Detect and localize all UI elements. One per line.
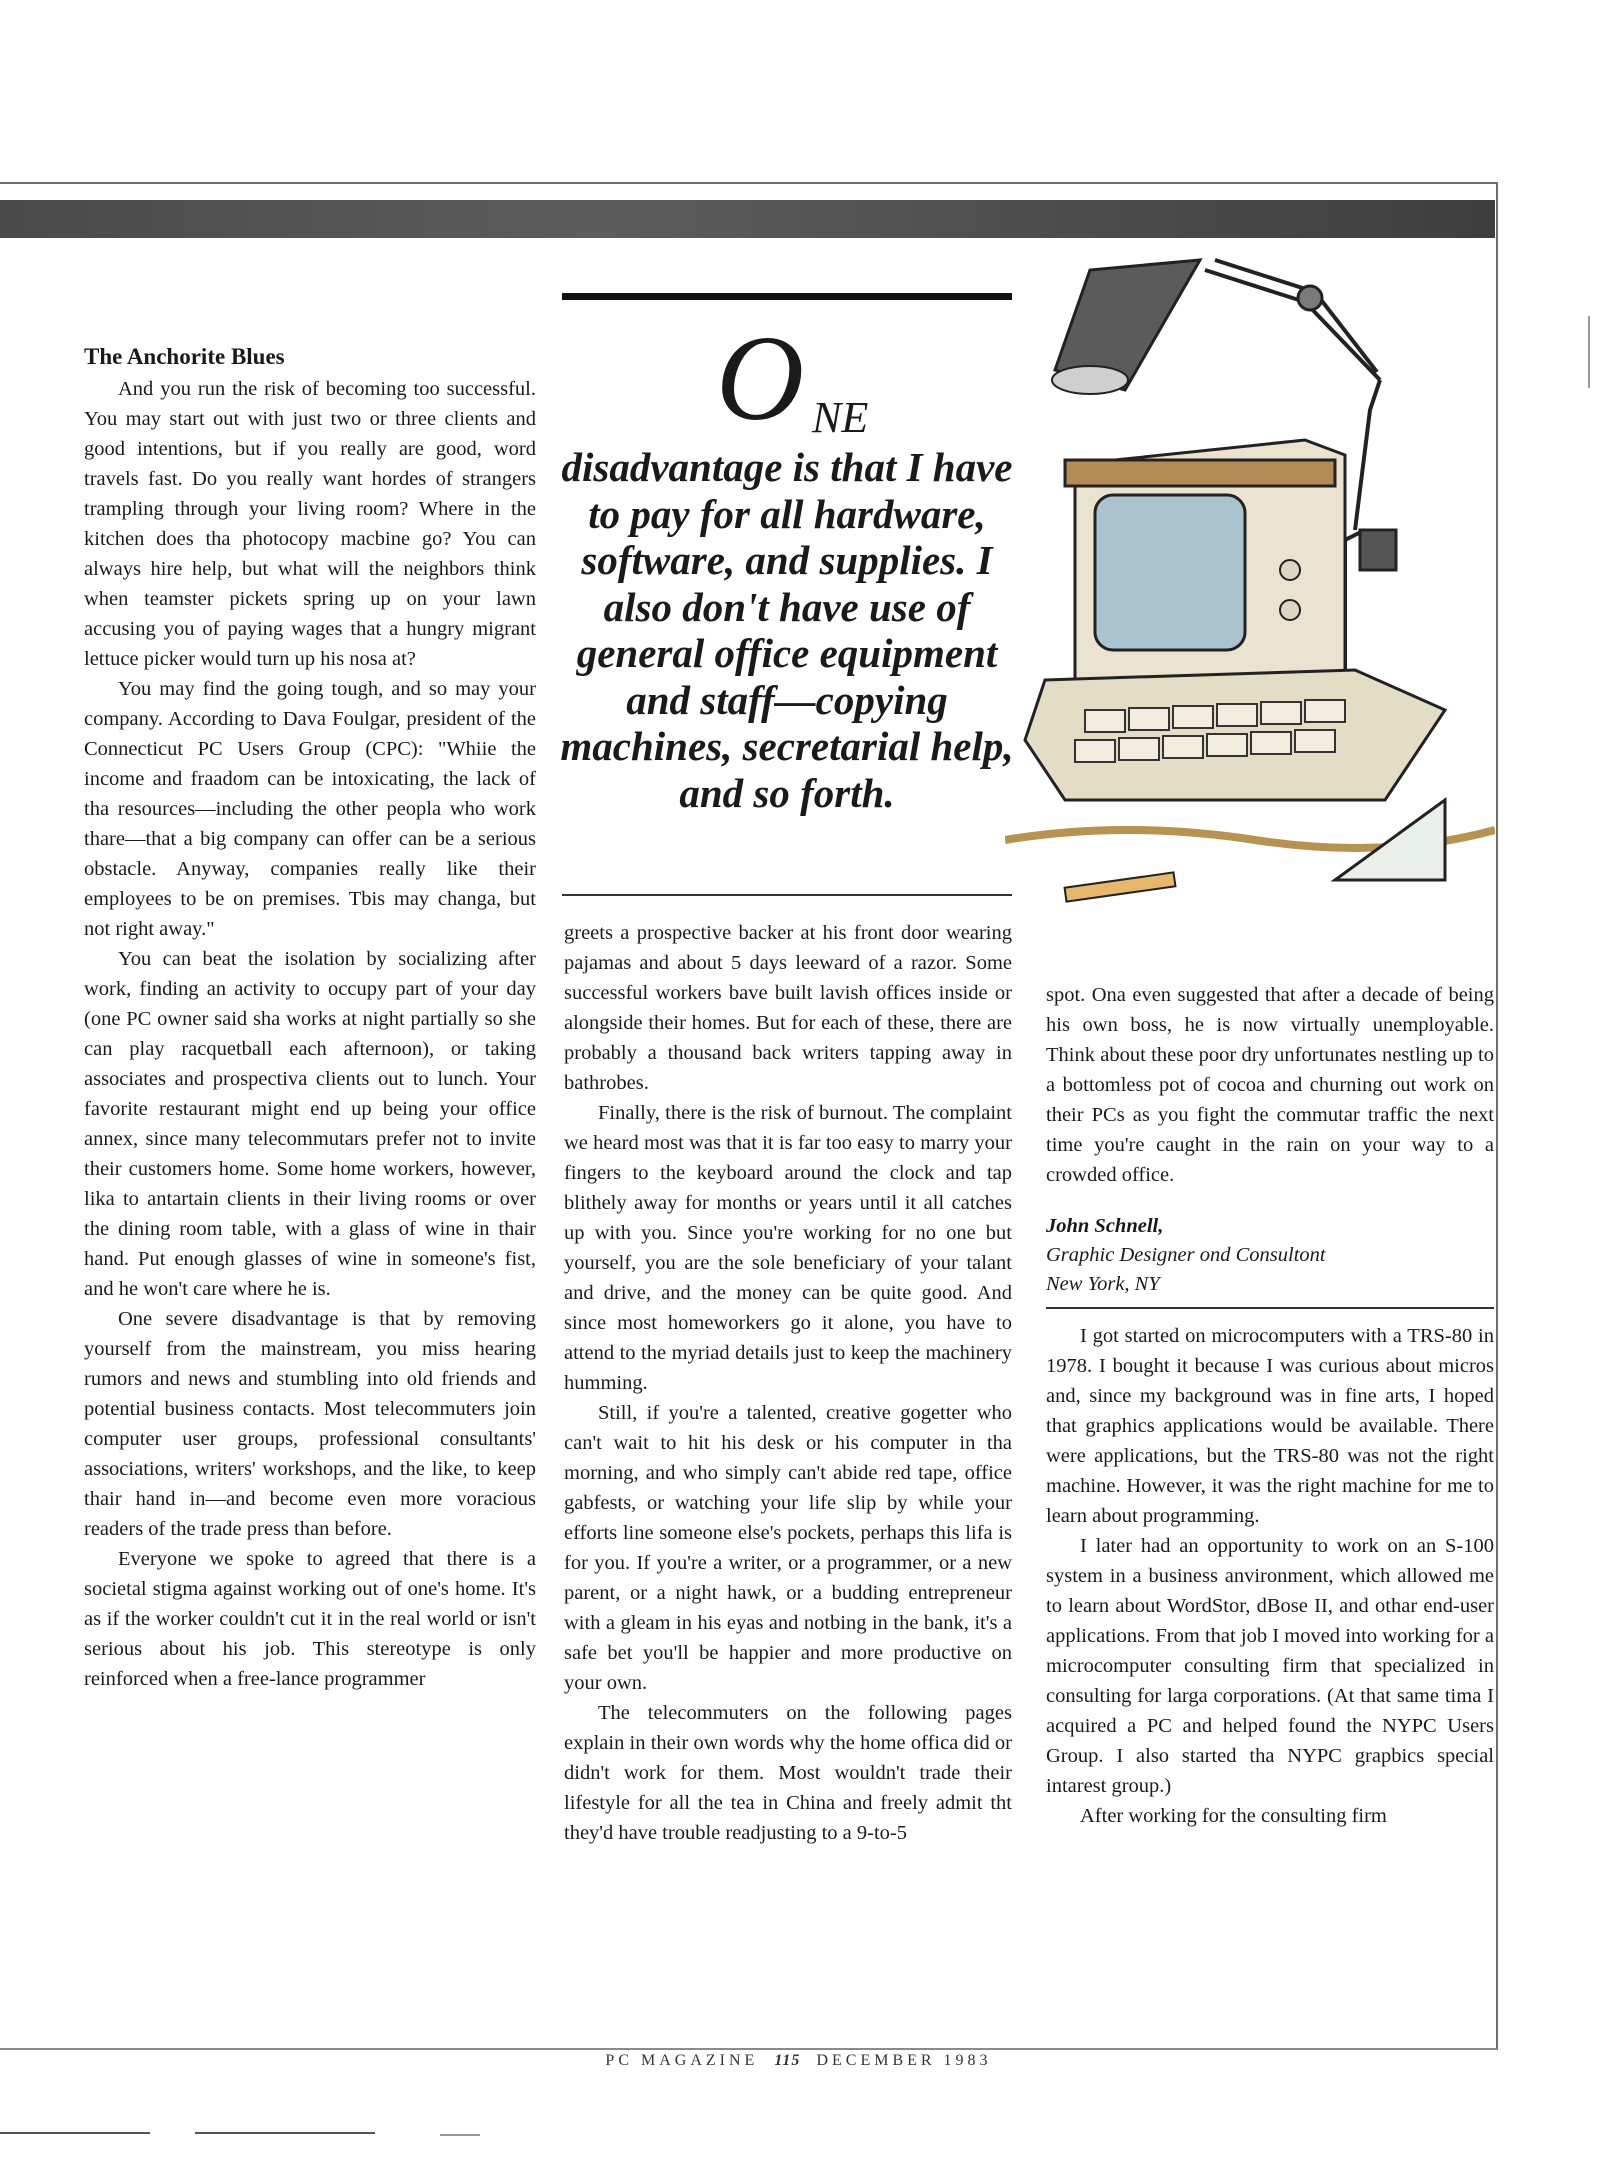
paragraph: Finally, there is the risk of burnout. The complaint we heard most was that it is far too easy to marry your fingers to the keyboard around the clock and tap blithely away for months or years until it all catches up with you. Since you're working for no one but yourself, you are the sole beneficiary of your talant and drive, and the money can be quite good. And since most homeworkers go it alone, you have to attend to the myriad details just to keep the machinery humming.: [564, 1102, 1012, 1394]
author-title: Graphic Designer ond Consultont: [1046, 1244, 1326, 1266]
article-column-2: [564, 918, 1012, 1848]
frame-bottom-rule: [0, 2048, 1497, 2050]
paragraph: After working for the consulting firm: [1080, 1805, 1387, 1827]
scan-mark: [440, 2134, 480, 2136]
paragraph: I later had an opportunity to work on an S-100 system in a business anvironment, which allowed me to learn about WordStor, dBose II, and othar end-user applications. From that job I moved into working for a microcomputer consulting firm that specialized in consulting for larga corporations. (At that same tima I acquired a PC and helped found the NYPC Users Group. I also started tha NYPC grapbics special intarest group.): [1046, 1535, 1494, 1797]
paragraph: One severe disadvantage is that by removing yourself from the mainstream, you miss hearing rumors and news and stumbling into old friends and potential business contacts. Most telecommuters join computer user groups, professional consultants' associations, writers' workshops, and the like, to keep thair hand in—and become even more voracious readers of the trade press than before.: [84, 1308, 536, 1540]
author-signature: [1046, 1212, 1494, 1299]
section-heading: The Anchorite Blues: [84, 344, 285, 369]
article-column-3: [1046, 980, 1494, 1831]
paragraph: greets a prospective backer at his front door wearing pajamas and about 5 days leeward of a razor. Some successful workers bave built lavish offices inside or alongside their homes. But for each of these, there are probably a thousand back writers tapping away in bathrobes.: [564, 922, 1012, 1094]
frame-right-rule: [1496, 182, 1498, 2050]
scan-mark: [0, 2132, 150, 2134]
scan-mark: [195, 2132, 375, 2134]
author-city: New York, NY: [1046, 1273, 1160, 1295]
paragraph: Still, if you're a talented, creative gogetter who can't wait to hit his desk or his computer in tha morning, and who simply can't abide red tape, office gabfests, or watching your life slip by while your efforts line someone else's pockets, perhaps this lifa is for you. If you're a writer, or a programmer, or a new parent, or a night hawk, or a budding entrepreneur with a gleam in his eyas and notbing in the bank, it's a safe bet you'll be happier and more productive on your own.: [564, 1402, 1012, 1694]
signature-rule: [1046, 1307, 1494, 1309]
article-column-1: [84, 340, 536, 1694]
pullquote-text: disadvantage is that I have to pay for all hardware, software, and supplies. I also don't have use of general office equipment and staff—copying machines, secretarial help, and so forth.: [560, 444, 1014, 816]
pullquote-dropcap: O: [716, 311, 805, 446]
paragraph: The telecommuters on the following pages explain in their own words why the home offica did or didn't work for them. Most wouldn't trade their lifestyle for all the tea in China and freely admit tht they'd have trouble readjusting to a 9-to-5: [564, 1702, 1012, 1844]
footer-date: DECEMBER 1983: [816, 2052, 992, 2069]
paragraph: spot. Ona even suggested that after a decade of being his own boss, he is now virtually unemployable. Think about these poor dry unfortunates nestling up to a bottomless pot of cocoa and churning out work on their PCs as you fight the commutar traffic the next time you're caught in the rain on your way to a crowded office.: [1046, 984, 1494, 1186]
frame-top-rule: [0, 182, 1497, 184]
paragraph: You may find the going tough, and so may your company. According to Dava Foulgar, president of the Connecticut PC Users Group (CPC): "Whiie the income and fraadom can be intoxicating, the lack of tha resources—including the other peopla who work thare—that a big company can offer can be a serious obstacle. Anyway, companies really like their employees to be on premises. Tbis may changa, but not right away.": [84, 678, 536, 940]
footer-page-number: 115: [774, 2052, 801, 2069]
computer-lamp-illustration: [1005, 240, 1495, 930]
footer-magazine: PC MAGAZINE: [605, 2052, 759, 2069]
paragraph: You can beat the isolation by socializing after work, finding an activity to occupy part of your day (one PC owner said sha works at night partially so she can play racquetball each afternoon), or taking associates and prospectiva clients out to lunch. Your favorite restaurant might end up being your office annex, since many telecommutars prefer not to invite their customers home. Some home workers, however, lika to antartain clients in their living rooms or over the dining room table, with a glass of wine in thair hand. Put enough glasses of wine in someone's fist, and he won't care where he is.: [84, 948, 536, 1300]
pullquote-bottom-rule: [562, 894, 1012, 896]
paragraph: I got started on microcomputers with a TRS-80 in 1978. I bought it because I was curious about micros and, since my background was in fine arts, I hoped that graphics applications would be available. There were applications, but the TRS-80 was not the right machine. However, it was the right machine for me to learn about programming.: [1046, 1325, 1494, 1527]
paragraph: Everyone we spoke to agreed that there is a societal stigma against working out of one's home. It's as if the worker couldn't cut it in the real world or isn't serious about his job. This stereotype is only reinforced when a free-lance programmer: [84, 1548, 536, 1690]
author-name: John Schnell,: [1046, 1215, 1164, 1237]
header-band: [0, 200, 1495, 238]
pullquote-top-rule: [562, 293, 1012, 300]
paragraph: And you run the risk of becoming too successful. You may start out with just two or three clients and good intentions, but if you really are good, word travels fast. Do you really want hordes of strangers trampling through your living room? Where in the kitchen does tha photocopy macbine go? You can always hire help, but what will the neighbors think when teamster pickets spring up on your lawn accusing you of paying wages that a hungry migrant lettuce picker would turn up his nosa at?: [84, 378, 536, 670]
scan-edge-mark: [1588, 316, 1590, 388]
pullquote-dropcap-rest: NE: [812, 393, 869, 442]
page-footer: [0, 2052, 1597, 2070]
